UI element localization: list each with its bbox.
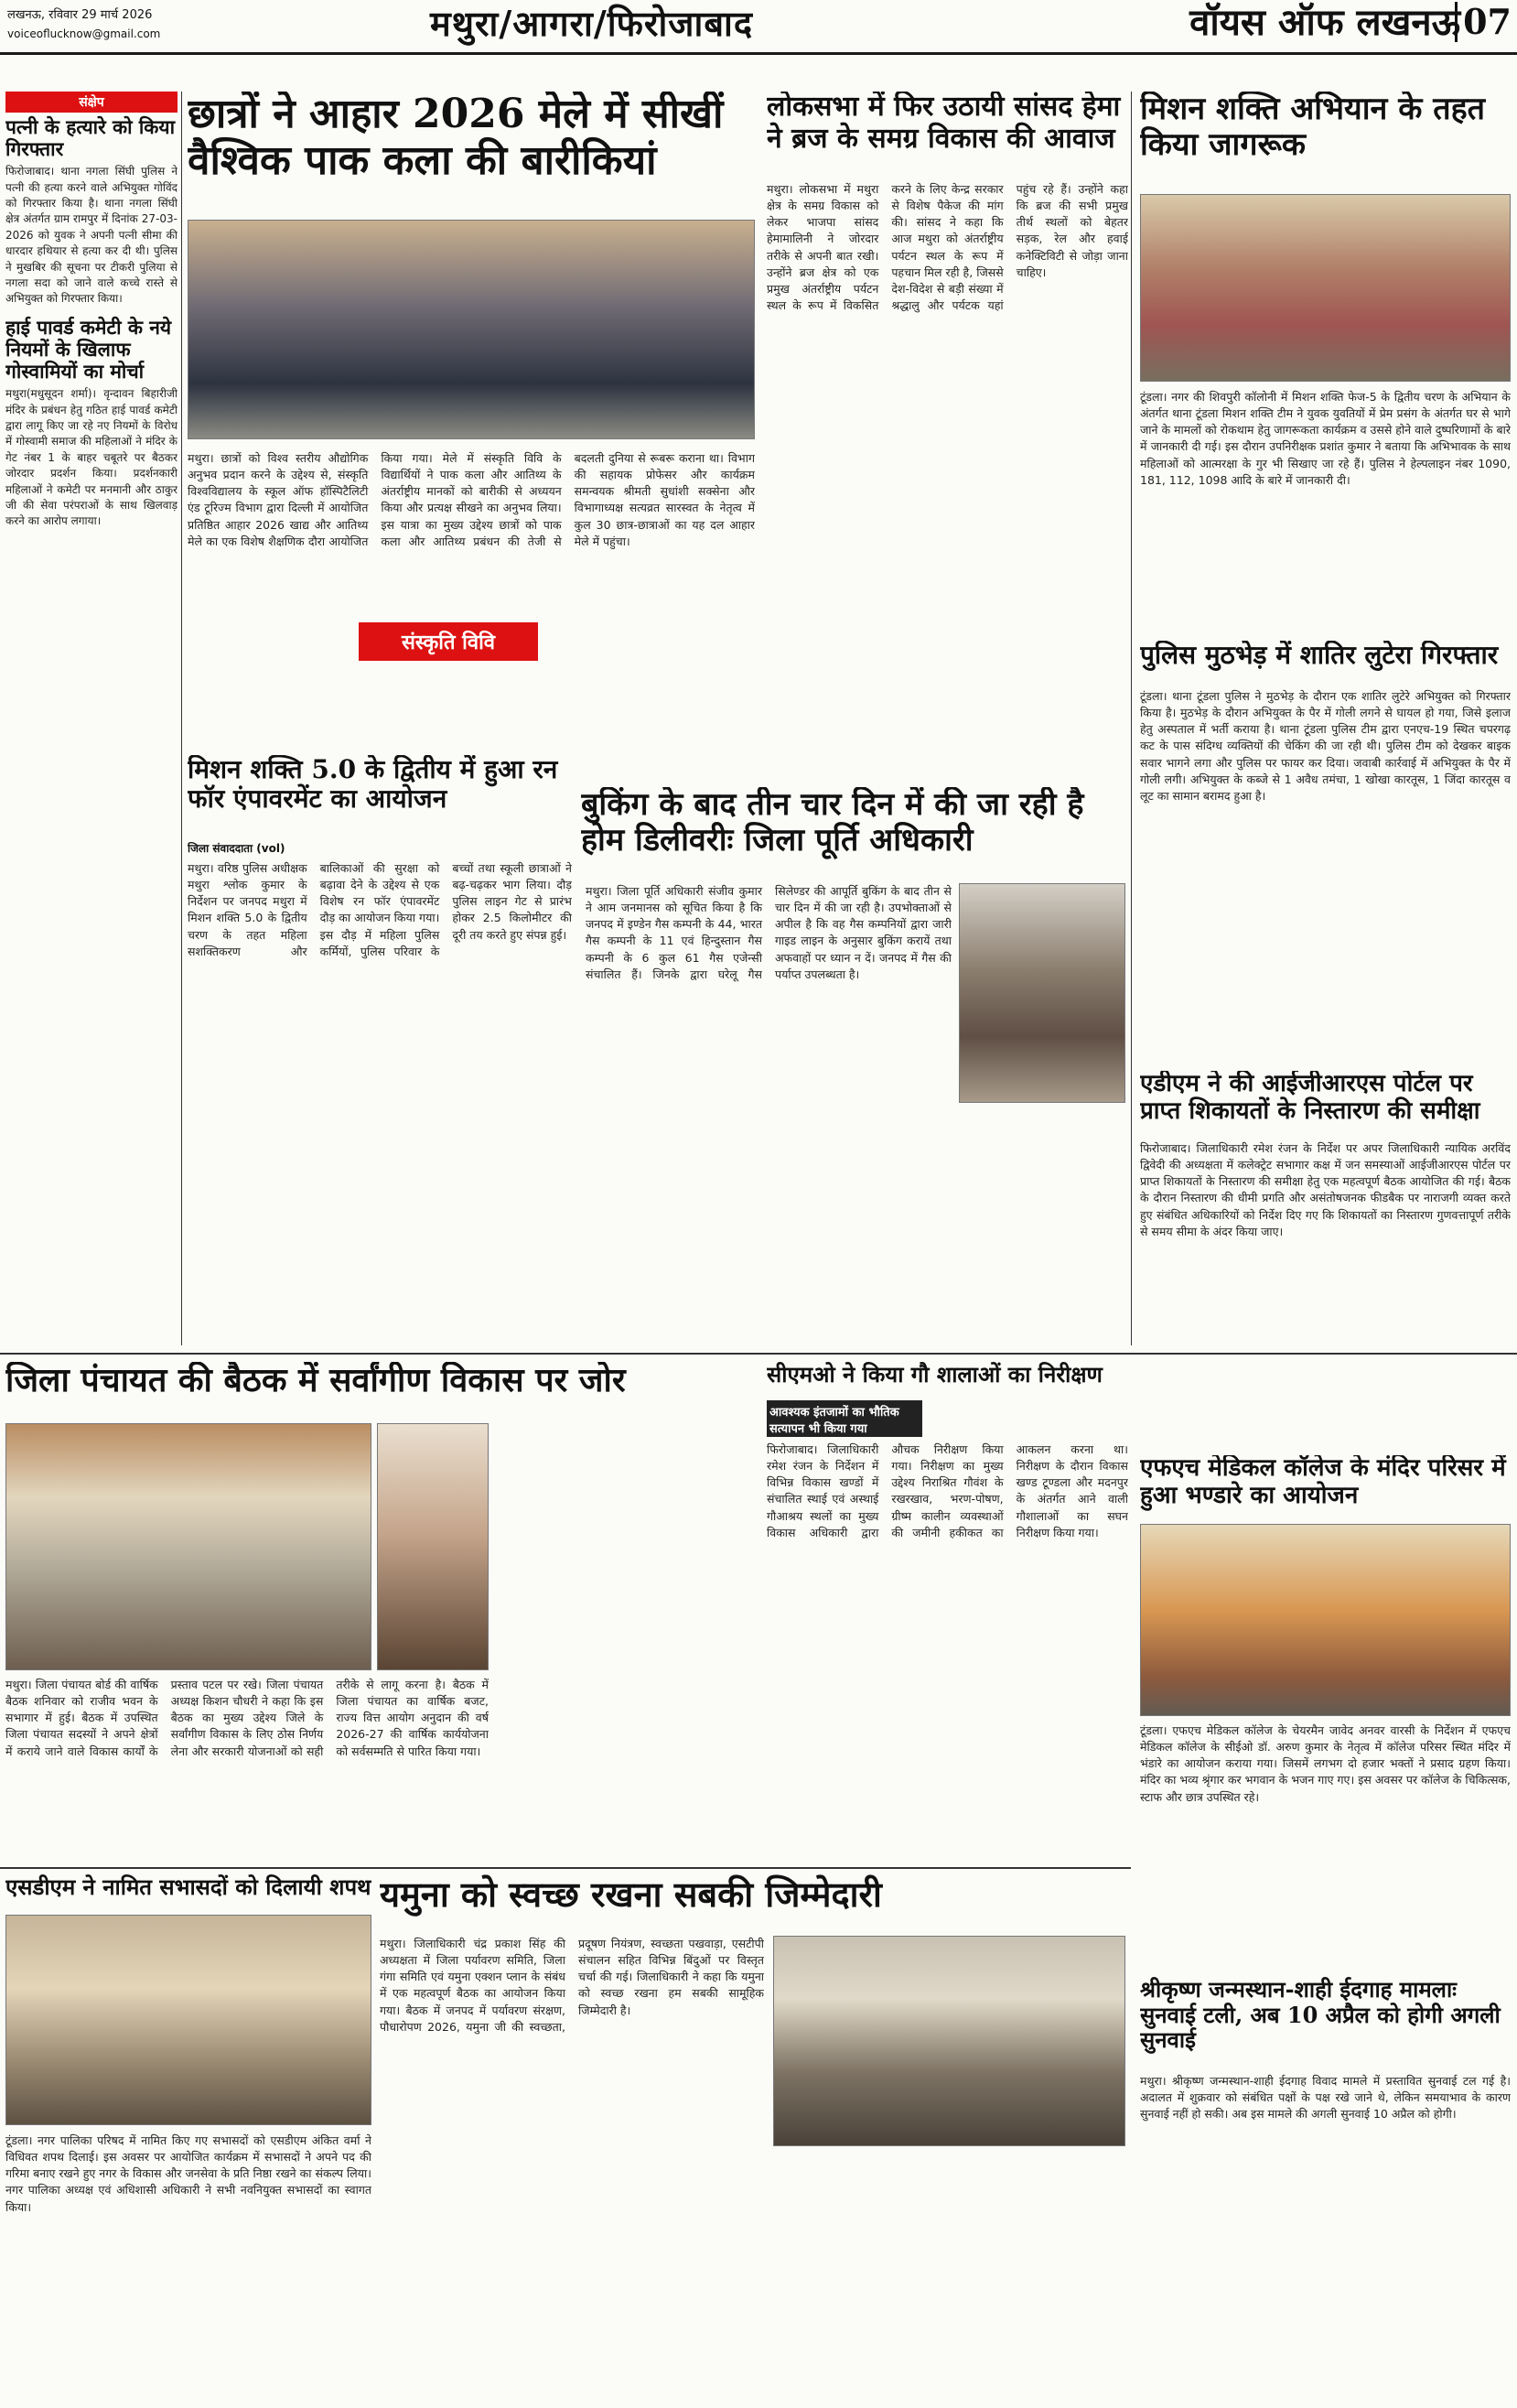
briefs-label: संक्षेप [5,92,178,113]
story1-body: मथुरा। छात्रों को विश्व स्तरीय औद्योगिक अनुभव प्रदान करने के उद्देश्य से, संस्कृति विश्वविद्यालय के स्कूल ऑफ हॉस्पिटैलिटी एंड टूरिज्म विभाग द्वारा दिल्ली में आयोजित प्रतिष्ठित आहार 2026 खाद्य और आतिथ्य मेले का एक विशेष शैक्षणिक दौरा आयोजित किया गया। मेले में संस्कृति विवि के विद्यार्थियों ने पाक कला और आतिथ्य के अंतर्राष्ट्रीय मानकों को बारीकी से अध्ययन किया और प्रत्यक्ष सीखने का अनुभव लिया। इस यात्रा का मुख्य उद्देश्य छात्रों को पाक कला और आतिथ्य प्रबंधन की तेजी से बदलती दुनिया से रूबरू कराना था। विभाग की सहायक प्रोफेसर और कार्यक्रम समन्वयक श्रीमती सुधांशी सक्सेना और विभागाध्यक्ष सत्यव्रत सारस्वत के नेतृत्व में कुल 30 छात्र-छात्राओं का यह दल आहार मेले में पहुंचा। [188,451,755,548]
brief-body: फिरोजाबाद। थाना नगला सिंघी पुलिस ने पत्नी की हत्या करने वाले अभियुक्त गोविंद को गिरफ्तार किया है। थाना नगला सिंघी क्षेत्र अंतर्गत ग्राम रामपुर में दिनांक 27-03-2026 को युवक ने अपनी पत्नी सीमा की धारदार हथियार से हत्या कर दी थी। पुलिस ने मुखबिर की सूचना पर टीकरी पुलिया से नगला सदा को जाने वाले कच्चे रास्ते से अभियुक्त को गिरफ्तार किया। [5,165,178,306]
story10-subhead: आवश्यक इंतजामों का भौतिक सत्यापन भी किया गया [767,1400,922,1437]
story6-headline: एफएच मेडिकल कॉलेज के मंदिर परिसर में हुआ भण्डारे का आयोजन [1140,1455,1506,1509]
story3-photo [1140,194,1511,382]
story11-photo-main [5,1423,371,1670]
brief-headline: पत्नी के हत्यारे को किया गिरफ्तार [5,115,176,161]
story7-headline: श्रीकृष्ण जन्मस्थान-शाही ईदगाह मामलाः सुनवाई टली, अब 10 अप्रैल को होगी अगली सुनवाई [1140,1977,1501,2054]
story13-body: मथुरा। जिलाधिकारी चंद्र प्रकाश सिंह की अध्यक्षता में जिला पर्यावरण समिति, जिला गंगा समिति एवं यमुना एक्शन प्लान के संबंध में एक महत्वपूर्ण बैठक का आयोजन किया गया। बैठक में जनपद में पर्यावरण संरक्षण, पौधारोपण 2026, यमुना जी की स्वच्छता, प्रदूषण नियंत्रण, स्वच्छता पखवाड़ा, एसटीपी संचालन सहित विभिन्न बिंदुओं पर विस्तृत चर्चा की गई। जिलाधिकारी ने कहा कि यमुना को स्वच्छ रखना हम सबकी सामूहिक जिम्मेदारी है। [380,1937,764,2034]
story13-headline: यमुना को स्वच्छ रखना सबकी जिम्मेदारी [380,1874,882,1915]
story12-photo [5,1915,371,2125]
story9-photo [959,883,1125,1103]
story1-badge: संस्कृति विवि [359,622,538,661]
story8-byline: जिला संवाददाता (vol) [188,842,285,855]
story3-body: टूंडला। नगर की शिवपुरी कॉलोनी में मिशन शक्ति फेज-5 के द्वितीय चरण के अभियान के अंतर्गत थाना टूंडला मिशन शक्ति टीम ने युवक युवतियों में प्रेम प्रसंग के अंतर्गत घर से भागे जाने के मामलों को रोकथाम हेतु जागरूकता कार्यक्रम व उससे होने वाले दुष्परिणामों के बारे में जानकारी दी गई। इस दौरान उपनिरीक्षक प्रशांत कुमार ने बताया कि अभिभावक के साथ महिलाओं को आत्मरक्षा के गुर भी सिखाए जा रहे हैं। पुलिस ने हेल्पलाइन नंबर 1090, 181, 112, 1098 आदि के बारे में जानकारी दी। [1140,390,1511,487]
brief-headline: हाई पावर्ड कमेटी के नये नियमों के खिलाफ गोस्वामियों का मोर्चा [5,315,172,383]
story6-body: टूंडला। एफएच मेडिकल कॉलेज के चेयरमैन जावेद अनवर वारसी के निर्देशन में एफएच मेडिकल कॉलेज के सीईओ डॉ. अरुण कुमार के नेतृत्व में कॉलेज परिसर स्थित मंदिर में भंडारे का आयोजन कराया गया। जिसमें लगभग दो हजार भक्तों ने प्रसाद ग्रहण किया। मंदिर का भव्य श्रृंगार कर भगवान के भजन गाए गए। इस अवसर पर कॉलेज के चिकित्सक, स्टाफ और छात्र उपस्थित रहे। [1140,1723,1511,1804]
story1-headline: छात्रों ने आहार 2026 मेले में सीखीं वैश्विक पाक कला की बारीकियां [188,92,724,184]
story12-headline: एसडीएम ने नामित सभासदों को दिलायी शपथ [5,1874,371,1900]
page-number: 07 [1455,2,1512,42]
story8-headline: मिशन शक्ति 5.0 के द्वितीय में हुआ रन फॉर एंपावरमेंट का आयोजन [188,755,558,815]
story9-headline: बुकिंग के बाद तीन चार दिन में की जा रही है होम डिलीवरीः जिला पूर्ति अधिकारी [581,787,1084,859]
story10-headline: सीएमओ ने किया गौ शालाओं का निरीक्षण [767,1362,1103,1388]
story12-body: टूंडला। नगर पालिका परिषद में नामित किए गए सभासदों को एसडीएम अंकित वर्मा ने विधिवत शपथ दिलाई। इस अवसर पर आयोजित कार्यक्रम में सभासदों ने अपने पद की गरिमा बनाए रखने हुए नगर के विकास और जनसेवा के प्रति निष्ठा रखने का संकल्प लिया। नगर पालिका अध्यक्ष एवं अधिशासी अधिकारी ने सभी नवनियुक्त सभासदों का स्वागत किया। [5,2133,371,2214]
story8-body: मथुरा। वरिष्ठ पुलिस अधीक्षक मथुरा श्लोक कुमार के निर्देशन पर जनपद मथुरा में मिशन शक्ति 5.0 के द्वितीय चरण के तहत महिला सशक्तिकरण और बालिकाओं की सुरक्षा को बढ़ावा देने के उद्देश्य से एक विशेष रन फॉर एंपावरमेंट दौड़ का आयोजन किया गया। इस दौड़ में महिला पुलिस कर्मियों, पुलिस परिवार के बच्चों तथा स्कूली छात्राओं ने बढ़-चढ़कर भाग लिया। दौड़ पुलिस लाइन गेट से प्रारंभ होकर 2.5 किलोमीटर की दूरी तय करते हुए संपन्न हुई। [188,861,572,958]
story4-body: टूंडला। थाना टूंडला पुलिस ने मुठभेड़ के दौरान एक शातिर लुटेरे अभियुक्त को गिरफ्तार किया है। मुठभेड़ के दौरान अभियुक्त के पैर में गोली लगने से घायल हो गया, जिसे इलाज हेतु अस्पताल में भर्ती कराया है। थाना टूंडला पुलिस टीम द्वारा एनएच-19 स्थित चपरगढ़ कट के पास संदिग्ध व्यक्तियों की चेकिंग की जा रही थी। पुलिस टीम को देखकर बाइक सवार भागने लगा और पुलिस पर फायर कर दिया। जवाबी कार्रवाई में अभियुक्त के पैर में गोली लगी। अभियुक्त के कब्जे से 1 अवैध तमंचा, 1 खोखा कारतूस, 1 जिंदा कारतूस व लूट का सामान बरामद हुआ है। [1140,689,1511,803]
newspaper-brand: वॉयस ऑफ लखनऊ [1189,1,1460,44]
story11-photo-speaker [377,1423,489,1670]
story7-body: मथुरा। श्रीकृष्ण जन्मस्थान-शाही ईदगाह विवाद मामले में प्रस्तावित सुनवाई टल गई है। अदालत में शुक्रवार को संबंधित पक्षों के पक्ष रखे जाने थे, लेकिन समयाभाव के कारण सुनवाई नहीं हो सकी। अब इस मामले की अगली सुनवाई 10 अप्रैल को होगी। [1140,2074,1511,2122]
story1-photo [188,220,755,439]
briefs-column [5,92,178,1355]
story13-photo [773,1936,1125,2146]
story3-headline: मिशन शक्ति अभियान के तहत किया जागरूक [1140,92,1486,164]
story4-headline: पुलिस मुठभेड़ में शातिर लुटेरा गिरफ्तार [1140,641,1499,670]
story10-body: फिरोजाबाद। जिलाधिकारी रमेश रंजन के निर्देशन में विभिन्न विकास खण्डों में संचालित स्थाई एवं अस्थाई गौआश्रय स्थलों का मुख्य विकास अधिकारी द्वारा औचक निरीक्षण किया गया। निरीक्षण का मुख्य उद्देश्य निराश्रित गौवंश के रखरखाव, भरण-पोषण, ग्रीष्म कालीन व्यवस्थाओं की जमीनी हकीकत का आकलन करना था। निरीक्षण के दौरान विकास खण्ड टूण्डला और मदनपुर के अंतर्गत आने वाली गौशालाओं का सघन निरीक्षण किया गया। [767,1442,1128,1539]
contact-email: voiceoflucknow@gmail.com [7,27,161,40]
story6-photo [1140,1524,1511,1716]
story11-headline: जिला पंचायत की बैठक में सर्वांगीण विकास पर जोर [5,1362,626,1399]
story2-headline: लोकसभा में फिर उठायी सांसद हेमा ने ब्रज के समग्र विकास की आवाज [767,92,1121,155]
issue-date: लखनऊ, रविवार 29 मार्च 2026 [7,8,153,22]
story9-body: मथुरा। जिला पूर्ति अधिकारी संजीव कुमार ने आम जनमानस को सूचित किया है कि जनपद में इण्डेन गैस कम्पनी के 44, भारत गैस कम्पनी के 11 एवं हिन्दुस्तान गैस कम्पनी के 6 कुल 61 गैस एजेन्सी संचालित हैं। जिनके द्वारा घरेलू गैस सिलेण्डर की आपूर्ति बुकिंग के बाद तीन से चार दिन में की जा रही है। उपभोक्ताओं से अपील है कि वह गैस कम्पनियों द्वारा जारी गाइड लाइन के अनुसार बुकिंग करायें तथा अफवाहों पर ध्यान न दें। जनपद में गैस की पर्याप्त उपलब्धता है। [586,884,952,981]
masthead [0,0,1517,55]
story11-body: मथुरा। जिला पंचायत बोर्ड की वार्षिक बैठक शनिवार को राजीव भवन के सभागार में हुई। बैठक में उपस्थित जिला पंचायत सदस्यों ने अपने क्षेत्रों में कराये जाने वाले विकास कार्यों के प्रस्ताव पटल पर रखे। जिला पंचायत अध्यक्ष किशन चौधरी ने कहा कि इस बैठक का मुख्य उद्देश्य जिले के सर्वांगीण विकास के लिए ठोस निर्णय लेना और सरकारी योजनाओं को सही तरीके से लागू करना है। बैठक में जिला पंचायत का वार्षिक बजट, राज्य वित्त आयोग अनुदान की वर्ष 2026-27 की वार्षिक कार्ययोजना को सर्वसम्मति से पारित किया गया। [5,1678,489,1758]
story5-headline: एडीएम ने की आईजीआरएस पोर्टल पर प्राप्त शिकायतों के निस्तारण की समीक्षा [1140,1071,1480,1125]
brief-body: मथुरा(मधुसूदन शर्मा)। वृन्दावन बिहारीजी मंदिर के प्रबंधन हेतु गठित हाई पावर्ड कमेटी द्वारा लागू किए जा रहे नए नियमों के विरोध में गोस्वामी समाज की महिलाओं ने मंदिर के गेट नंबर 1 के बाहर चबूतरे पर बैठकर जोरदार प्रदर्शन किया। प्रदर्शनकारी महिलाओं ने कमेटी पर मनमानी और ठाकुर जी की सेवा परंपराओं के साथ खिलवाड़ करने का आरोप लगाया। [5,387,178,528]
section-title: मथुरा/आगरा/फिरोजाबाद [430,3,754,44]
story5-body: फिरोजाबाद। जिलाधिकारी रमेश रंजन के निर्देश पर अपर जिलाधिकारी न्यायिक अरविंद द्विवेदी की अध्यक्षता में कलेक्ट्रेट सभागार कक्ष में जन समस्याओं आईजीआरएस पोर्टल पर प्राप्त शिकायतों के निस्तारण की समीक्षा हेतु एक महत्वपूर्ण बैठक आयोजित की गई। बैठक के दौरान निस्तारण की धीमी प्रगति और असंतोषजनक फीडबैक पर नाराजगी व्यक्त करते हुए संबंधित अधिकारियों को निर्देश दिए गए कि शिकायतों का निस्तारण गुणवत्तापूर्ण तरीके से समय सीमा के अंदर किया जाए। [1140,1141,1511,1238]
story2-body: मथुरा। लोकसभा में मथुरा क्षेत्र के समग्र विकास को लेकर भाजपा सांसद हेमामालिनी ने जोरदार तरीके से अपनी बात रखी। उन्होंने ब्रज क्षेत्र को एक प्रमुख अंतर्राष्ट्रीय पर्यटन स्थल के रूप में विकसित करने के लिए केन्द्र सरकार से विशेष पैकेज की मांग की। सांसद ने कहा कि आज मथुरा को अंतर्राष्ट्रीय पर्यटन स्थल के रूप में पहचान मिल रही है, जिससे देश-विदेश से बड़ी संख्या में श्रद्धालु और पर्यटक यहां पहुंच रहे हैं। उन्होंने कहा कि ब्रज की सभी प्रमुख तीर्थ स्थलों को बेहतर सड़क, रेल और हवाई कनेक्टिविटी से जोड़ा जाना चाहिए। [767,182,1128,312]
